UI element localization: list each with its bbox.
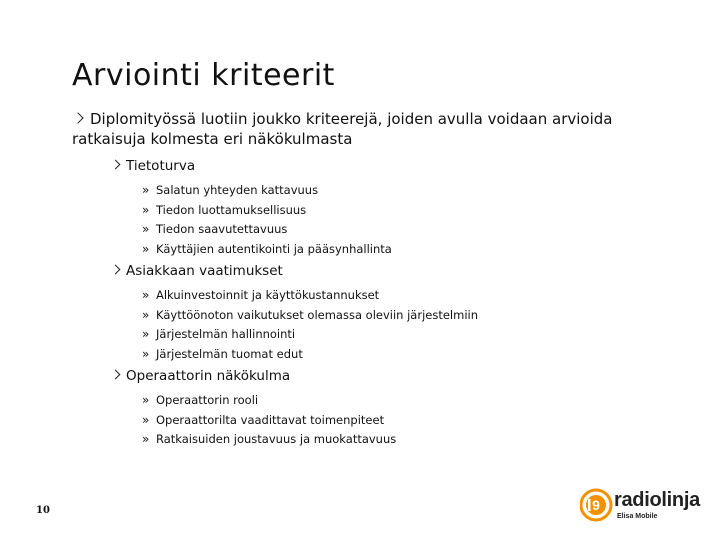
section-heading [110, 367, 630, 385]
list-item [142, 240, 630, 260]
bullet-icon: » [142, 202, 150, 217]
list-item-text: Ratkaisuiden joustavuus ja muokattavuus [156, 432, 397, 446]
radiolinja-emblem-icon [580, 487, 614, 523]
bullet-icon: » [142, 412, 150, 427]
chevron-right-icon [111, 160, 121, 170]
chevron-right-icon [111, 265, 121, 275]
list-item-text: Tiedon saavutettavuus [156, 222, 288, 236]
list-item [142, 306, 630, 326]
list-item [142, 391, 630, 411]
list-item-text: Järjestelmän hallinnointi [156, 327, 296, 341]
chevron-right-icon [111, 370, 121, 380]
list-item [142, 286, 630, 306]
list-item [142, 411, 630, 431]
section-items [142, 181, 630, 259]
bullet-icon: » [142, 183, 150, 197]
svg-text:9: 9 [592, 497, 600, 513]
slide-title: Arviointi kriteerit [72, 58, 335, 93]
list-item-text: Operaattorilta vaadittavat toimenpiteet [156, 412, 385, 427]
list-item [142, 345, 630, 365]
bullet-icon: » [142, 222, 150, 236]
list-item [142, 181, 630, 201]
chevron-right-icon [72, 112, 83, 123]
list-item [142, 325, 630, 345]
section-heading [110, 157, 630, 175]
list-item-text: Käyttöönoton vaikutukset olemassa oleviin järjestelmiin [156, 307, 479, 322]
section-heading [110, 262, 630, 280]
list-item-text: Alkuinvestoinnit ja käyttökustannukset [156, 288, 380, 302]
logo-tagline: Elisa Mobile [617, 513, 658, 520]
bullet-icon: » [142, 432, 150, 446]
list-item-text: Operaattorin rooli [156, 393, 259, 407]
intro-bullet [72, 109, 672, 149]
bullet-icon: » [142, 307, 150, 322]
section-heading-text: Asiakkaan vaatimukset [126, 263, 283, 279]
radiolinja-logo [580, 487, 700, 523]
intro-text: Diplomityössä luotiin joukko kriteerejä, joiden avulla voidaan arvioida ratkaisuja kolmesta eri näkökulmasta [72, 110, 613, 148]
section-heading-text: Tietoturva [126, 158, 196, 174]
list-item [142, 201, 630, 221]
bullet-icon: » [142, 327, 150, 341]
section-heading-text: Operaattorin näkökulma [126, 368, 291, 384]
section-items [142, 286, 630, 364]
page-number: 10 [36, 505, 50, 516]
logo-wordmark: radiolinja [614, 489, 700, 511]
list-item-text: Järjestelmän tuomat edut [156, 346, 303, 361]
list-item [142, 220, 630, 240]
bullet-icon: » [142, 288, 150, 302]
section-operaattorin-nakokulma [110, 367, 630, 450]
list-item-text: Tiedon luottamuksellisuus [156, 202, 307, 217]
bullet-icon: » [142, 241, 150, 256]
section-asiakkaan-vaatimukset [110, 262, 630, 364]
section-tietoturva [110, 157, 630, 259]
list-item-text: Käyttäjien autentikointi ja pääsynhallinta [156, 241, 392, 256]
bullet-icon: » [142, 393, 150, 407]
section-items [142, 391, 630, 450]
bullet-icon: » [142, 346, 150, 361]
list-item [142, 430, 630, 450]
list-item-text: Salatun yhteyden kattavuus [156, 183, 319, 197]
